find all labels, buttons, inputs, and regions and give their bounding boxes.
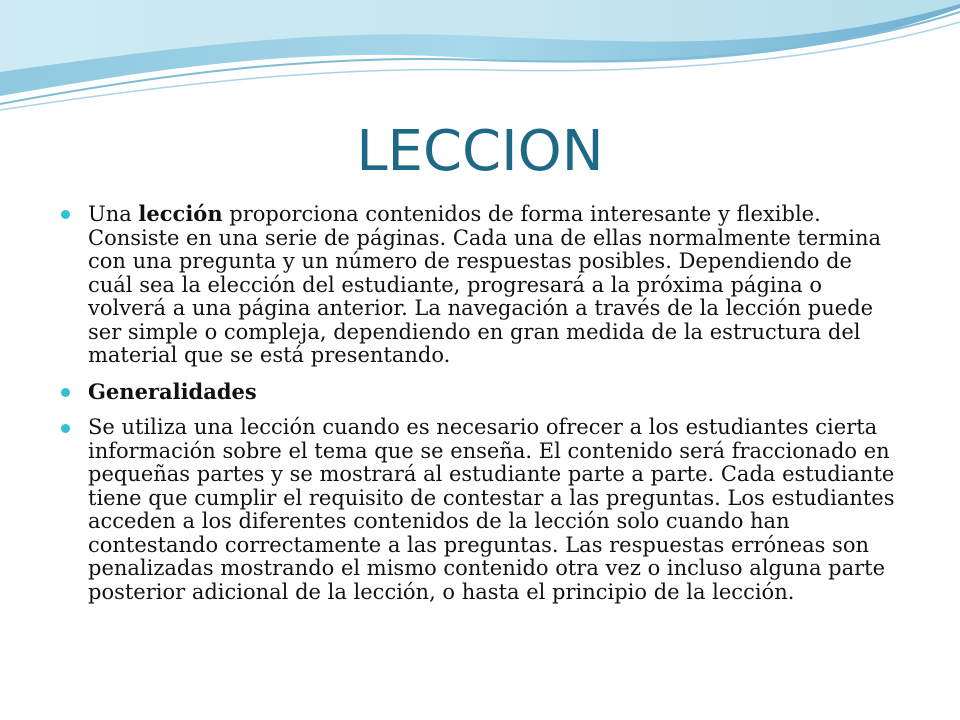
bullet-prefix: Una: [88, 202, 139, 226]
bullet-text: Se utiliza una lección cuando es necesario ofrecer a los estudiantes cierta información sobre el tema que se enseña. El contenido será fraccionado en pequeñas partes y se mostrará al estudiante parte a parte. Cada estudiante tiene que cumplir el requisito de contestar a las preguntas. Los estudiantes acceden a los diferentes contenidos de la lección solo cuando han contestando correctamente a las preguntas. Las respuestas erróneas son penalizadas mostrando el mismo contenido otra vez o incluso alguna parte posterior adicional de la lección, o hasta el principio de la lección.: [88, 415, 895, 604]
bullet-bold-term: lección: [138, 201, 223, 226]
bullet-icon: [61, 424, 70, 433]
header-wave-decoration: [0, 0, 960, 120]
bullet-item: [60, 416, 900, 604]
slide-title: LECCION: [356, 119, 604, 184]
bullet-text: proporciona contenidos de forma interesante y flexible. Consiste en una serie de páginas. Cada una de ellas normalmente termina con una pregunta y un número de respuestas posibles. Dependiendo de cuál sea la elección del estudiante, progresará a la próxima página o volverá a una página anterior. La navegación a través de la lección puede ser simple o compleja, dependiendo en gran medida de la estructura del material que se está presentando.: [88, 202, 882, 367]
bullet-icon: [61, 388, 70, 397]
bullet-list: [60, 202, 900, 616]
bullet-heading: Generalidades: [88, 378, 257, 404]
bullet-icon: [61, 210, 70, 219]
bullet-item: [60, 380, 900, 405]
bullet-item: [60, 202, 900, 368]
